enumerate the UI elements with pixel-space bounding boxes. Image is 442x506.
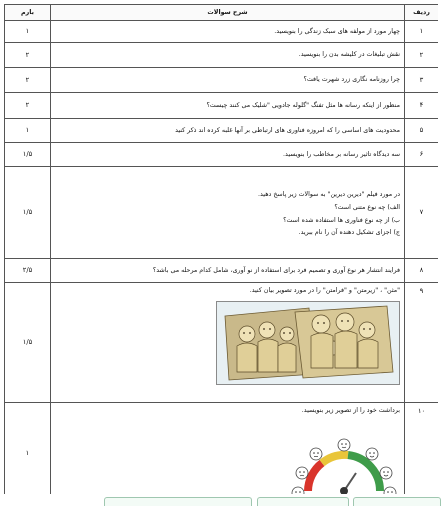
row-question xyxy=(51,167,405,259)
table-header-row xyxy=(5,5,439,21)
table-row xyxy=(5,93,439,119)
row-num: ۶ xyxy=(405,143,439,167)
sub-question: ب) از چه نوع فناوری ها استفاده شده است؟ xyxy=(283,216,400,224)
row-num: ۳ xyxy=(405,68,439,93)
mood-gauge-meter-icon-graphic xyxy=(288,421,400,494)
questions-table xyxy=(4,4,438,494)
bottom-tab-strip xyxy=(0,494,442,504)
row-score: ۲ xyxy=(5,43,51,68)
row-score: ۱/۵ xyxy=(5,143,51,167)
row-num: ۲ xyxy=(405,43,439,68)
question-text: برداشت خود را از تصویر زیر بنویسید. xyxy=(301,407,400,414)
row-question: فرایند انتشار هر نوع آوری و تصمیم فرد برای استفاده از نو آوری، شامل کدام مرحله می باشد؟ xyxy=(51,259,405,283)
row-score: ۱/۵ xyxy=(5,167,51,259)
sub-question: الف) چه نوع متنی است؟ xyxy=(334,203,400,211)
row-num: ۹ xyxy=(405,283,439,403)
mood-gauge-meter-icon xyxy=(288,421,400,494)
question-intro: در مورد فیلم "دیرین دیرین" به سوالات زیر پاسخ دهید. xyxy=(258,190,400,198)
row-num: ۴ xyxy=(405,93,439,119)
row-score: ۲ xyxy=(5,93,51,119)
table-row xyxy=(5,119,439,143)
header-num: ردیف xyxy=(405,5,439,21)
bottom-tab-middle[interactable] xyxy=(257,497,349,506)
row-question: سه دیدگاه تاثیر رسانه بر مخاطب را بنویسید. xyxy=(51,143,405,167)
family-photo-collage-icon xyxy=(216,301,400,385)
question-text: "مثن" ، "زیرمتن" و "فرامتن" را در مورد تصویر بیان کنید. xyxy=(249,287,400,294)
row-question xyxy=(51,283,405,403)
sub-question: ج) اجزای تشکیل دهنده آن را نام ببرید. xyxy=(298,229,400,237)
table-row xyxy=(5,403,439,495)
table-row xyxy=(5,68,439,93)
row-question: محدودیت های اساسی را که امروزه فناوری های ارتباطی بر آنها غلبه کرده اند ذکر کنید xyxy=(51,119,405,143)
table-row xyxy=(5,21,439,43)
table-row xyxy=(5,143,439,167)
row-num: ۱ xyxy=(405,21,439,43)
row-question: چرا روزنامه نگاری زرد شهرت یافت؟ xyxy=(51,68,405,93)
table-row xyxy=(5,167,439,259)
exam-sheet xyxy=(4,4,438,494)
family-photo-collage-icon-graphic xyxy=(217,302,399,384)
table-row xyxy=(5,259,439,283)
row-score: ۱ xyxy=(5,21,51,43)
row-question xyxy=(51,403,405,495)
bottom-tab-right[interactable] xyxy=(353,497,441,506)
row-num: ۵ xyxy=(405,119,439,143)
row-score: ۱ xyxy=(5,119,51,143)
row-num: ۷ xyxy=(405,167,439,259)
bottom-tab-left[interactable] xyxy=(104,497,252,506)
header-score: بارم xyxy=(5,5,51,21)
row-score: ۲ xyxy=(5,68,51,93)
row-question: چهار مورد از مولفه های سبک زندگی را بنویسید. xyxy=(51,21,405,43)
row-question: نقش تبلیغات در کلیشه بدن را بنویسید. xyxy=(51,43,405,68)
row-question: منظور از اینکه رسانه ها مثل تفنگ "گلوله جادویی "شلیک می کنند چیست؟ xyxy=(51,93,405,119)
row-score: ۲/۵ xyxy=(5,259,51,283)
table-row xyxy=(5,283,439,403)
header-question: شرح سوالات xyxy=(51,5,405,21)
row-num: ۸ xyxy=(405,259,439,283)
row-score: ۱ xyxy=(5,403,51,495)
table-row xyxy=(5,43,439,68)
row-score: ۱/۵ xyxy=(5,283,51,403)
row-num: ۱۰ xyxy=(405,403,439,495)
